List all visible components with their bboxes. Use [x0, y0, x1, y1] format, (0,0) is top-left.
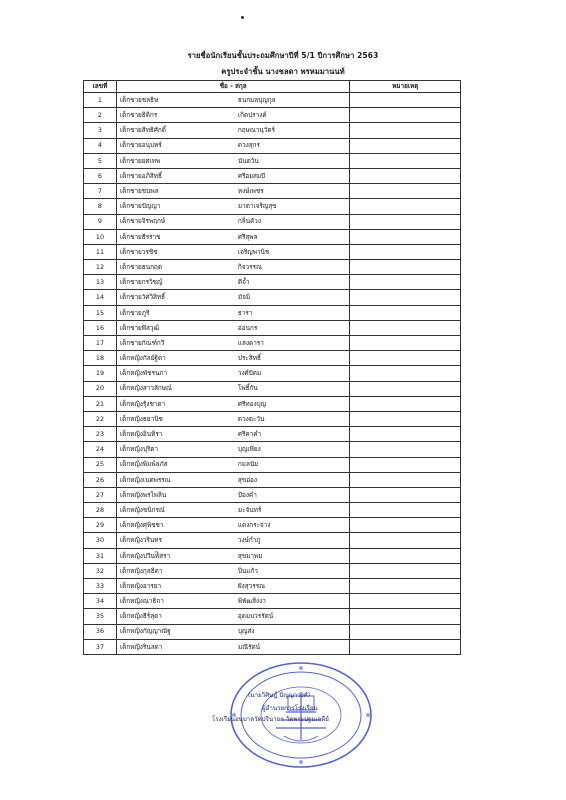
student-last-name: ป้องคำ	[237, 490, 257, 499]
signature-position: ผู้อำนวยการโรงเรียน	[262, 705, 318, 712]
student-first-name: เด็กหญิงกุลธิดา	[119, 566, 163, 575]
student-name-cell	[116, 244, 350, 259]
student-first-name: เด็กชายสิทธิศักดิ์	[119, 126, 166, 135]
student-last-name: สุขอ่อง	[237, 475, 257, 484]
note-cell	[350, 396, 461, 411]
student-last-name: ดีจ้ำ	[237, 278, 250, 287]
table-row	[84, 533, 461, 548]
document-title: รายชื่อนักเรียนชั้นประถมศึกษาปีที่ 5/1 ปีการศึกษา 2563	[187, 51, 379, 60]
student-first-name: เด็กหญิงกัลย์ฐิดา	[119, 354, 166, 363]
student-name-cell	[116, 123, 350, 138]
row-number: 35	[84, 609, 117, 624]
student-first-name: เด็กหญิงพรไพลิน	[119, 490, 167, 499]
student-name-cell	[116, 609, 350, 624]
student-last-name: ดวงสุกร	[237, 141, 260, 150]
note-cell	[350, 624, 461, 639]
note-cell	[350, 518, 461, 533]
table-row	[84, 305, 461, 320]
table-row	[84, 168, 461, 183]
student-name-cell	[116, 411, 350, 426]
note-cell	[350, 138, 461, 153]
row-number: 21	[84, 396, 117, 411]
row-number: 12	[84, 260, 117, 275]
note-cell	[350, 305, 461, 320]
row-number: 19	[84, 366, 117, 381]
note-cell	[350, 214, 461, 229]
note-cell	[350, 472, 461, 487]
table-row	[84, 624, 461, 639]
student-first-name: เด็กชายยศเทพ	[119, 156, 161, 165]
row-number: 7	[84, 184, 117, 199]
student-first-name: เด็กชายธีรราช	[119, 232, 161, 241]
header-note: หมายเหตุ	[350, 81, 461, 93]
student-last-name: ปิ่นแก้ว	[237, 566, 258, 575]
student-last-name: วงศ์ปัดม	[237, 369, 262, 378]
note-cell	[350, 290, 461, 305]
row-number: 16	[84, 320, 117, 335]
student-name-cell	[116, 381, 350, 396]
student-first-name: เด็กชายชนพล	[119, 187, 159, 196]
student-first-name: เด็กชายธนกฤต	[119, 262, 162, 271]
student-last-name: แสงดารา	[237, 338, 264, 347]
header-name: ชื่อ - สกุล	[116, 81, 350, 93]
student-name-cell	[116, 184, 350, 199]
table-header-row	[84, 81, 461, 93]
student-first-name: เด็กชายพีสวุฒิ	[119, 323, 160, 332]
student-first-name: เด็กหญิงธีร์สุดา	[119, 612, 162, 621]
table-row	[84, 123, 461, 138]
table-row	[84, 290, 461, 305]
student-name-cell	[116, 168, 350, 183]
student-first-name: เด็กชายภูริ	[119, 308, 150, 317]
student-name-cell	[116, 153, 350, 168]
student-last-name: กฤษณานุวัตร์	[237, 126, 275, 135]
row-number: 13	[84, 275, 117, 290]
student-name-cell	[116, 366, 350, 381]
note-cell	[350, 366, 461, 381]
row-number: 26	[84, 472, 117, 487]
student-last-name: ศรีทองบุญ	[237, 399, 267, 408]
note-cell	[350, 639, 461, 654]
note-cell	[350, 199, 461, 214]
table-row	[84, 153, 461, 168]
student-name-cell	[116, 320, 350, 335]
row-number: 36	[84, 624, 117, 639]
student-roster-table	[83, 80, 461, 655]
row-number: 9	[84, 214, 117, 229]
row-number: 30	[84, 533, 117, 548]
student-first-name: เด็กชายธิติกร	[119, 111, 158, 120]
row-number: 1	[84, 93, 117, 108]
student-last-name: สุขมาพม	[237, 551, 263, 560]
student-last-name: ฝังสุวรรณ	[237, 581, 266, 590]
student-last-name: มาตาเจริญสุข	[237, 202, 277, 211]
row-number: 25	[84, 457, 117, 472]
student-name-cell	[116, 518, 350, 533]
table-row	[84, 457, 461, 472]
student-last-name: มัจมิ	[237, 293, 251, 302]
student-last-name: กิจวรรณ	[237, 262, 262, 271]
table-row	[84, 229, 461, 244]
note-cell	[350, 260, 461, 275]
note-cell	[350, 563, 461, 578]
row-number: 27	[84, 487, 117, 502]
student-name-cell	[116, 305, 350, 320]
row-number: 18	[84, 351, 117, 366]
student-name-cell	[116, 260, 350, 275]
row-number: 6	[84, 168, 117, 183]
row-number: 17	[84, 336, 117, 351]
table-row	[84, 184, 461, 199]
student-last-name: เจริญพานิช	[237, 247, 270, 256]
student-first-name: เด็กหญิงอารยา	[119, 581, 162, 590]
student-first-name: เด็กหญิงกัญญาณัฐ	[119, 627, 171, 636]
row-number: 20	[84, 381, 117, 396]
table-row	[84, 381, 461, 396]
table-row	[84, 275, 461, 290]
student-name-cell	[116, 487, 350, 502]
student-first-name: เด็กชายกรวิชญ์	[119, 278, 163, 287]
student-name-cell	[116, 563, 350, 578]
student-name-cell	[116, 579, 350, 594]
note-cell	[350, 427, 461, 442]
student-name-cell	[116, 336, 350, 351]
teacher-line: ครูประจำชั้น นางชลดา พรหมมานนท์	[221, 67, 345, 76]
table-row	[84, 487, 461, 502]
student-last-name: วงษ์กำภู	[237, 536, 261, 545]
student-name-cell	[116, 275, 350, 290]
student-name-cell	[116, 290, 350, 305]
note-cell	[350, 184, 461, 199]
note-cell	[350, 533, 461, 548]
note-cell	[350, 351, 461, 366]
student-name-cell	[116, 503, 350, 518]
student-first-name: เด็กชายวรชิช	[119, 247, 158, 256]
student-first-name: เด็กชายปัญญา	[119, 202, 161, 211]
table-row	[84, 609, 461, 624]
student-name-cell	[116, 214, 350, 229]
table-row	[84, 199, 461, 214]
table-row	[84, 472, 461, 487]
student-first-name: เด็กหญิงอินทิรา	[119, 430, 163, 439]
row-number: 32	[84, 563, 117, 578]
note-cell	[350, 336, 461, 351]
note-cell	[350, 229, 461, 244]
student-name-cell	[116, 229, 350, 244]
student-last-name: มะจันทร์	[237, 505, 262, 514]
table-row	[84, 260, 461, 275]
note-cell	[350, 153, 461, 168]
student-last-name: ธนกมลบุญกุล	[237, 95, 276, 104]
roster-body	[84, 93, 461, 655]
student-first-name: เด็กหญิงรุ้งชาดา	[119, 399, 166, 408]
row-number: 5	[84, 153, 117, 168]
student-first-name: เด็กหญิงชนิกรณ์	[119, 505, 165, 514]
student-last-name: กลิ่นด้วง	[237, 217, 261, 226]
student-first-name: เด็กหญิงวรินทร	[119, 536, 162, 545]
student-first-name: เด็กชายอภิสิทธิ์	[119, 171, 162, 180]
student-last-name: อ่อนกร	[237, 323, 258, 332]
table-row	[84, 563, 461, 578]
row-number: 11	[84, 244, 117, 259]
student-first-name: เด็กหญิงเนตพรรณ	[119, 475, 171, 484]
table-row	[84, 639, 461, 654]
student-last-name: ศรีคาคำ	[237, 430, 262, 439]
student-last-name: เกิดปรางค์	[237, 111, 267, 120]
note-cell	[350, 609, 461, 624]
student-last-name: กมลนัย	[237, 460, 259, 469]
student-name-cell	[116, 472, 350, 487]
student-first-name: เด็กหญิงปวีนท์ิสรา	[119, 551, 171, 560]
note-cell	[350, 275, 461, 290]
row-number: 28	[84, 503, 117, 518]
table-row	[84, 503, 461, 518]
row-number: 10	[84, 229, 117, 244]
student-name-cell	[116, 93, 350, 108]
student-name-cell	[116, 594, 350, 609]
student-first-name: เด็กหญิงปุริตา	[119, 445, 159, 454]
student-name-cell	[116, 351, 350, 366]
signature-name: (นายวิศิษฎ์ ปัญญาวงศ์)	[248, 692, 311, 699]
note-cell	[350, 123, 461, 138]
row-number: 14	[84, 290, 117, 305]
table-row	[84, 320, 461, 335]
note-cell	[350, 579, 461, 594]
student-name-cell	[116, 138, 350, 153]
row-number: 24	[84, 442, 117, 457]
table-row	[84, 336, 461, 351]
student-name-cell	[116, 639, 350, 654]
scan-speck	[241, 16, 244, 19]
table-row	[84, 594, 461, 609]
table-row	[84, 548, 461, 563]
note-cell	[350, 594, 461, 609]
student-last-name: ศรีอยสมบี	[237, 171, 266, 180]
note-cell	[350, 442, 461, 457]
note-cell	[350, 487, 461, 502]
student-last-name: ศรีสุพล	[237, 232, 258, 241]
table-row	[84, 442, 461, 457]
row-number: 2	[84, 108, 117, 123]
row-number: 15	[84, 305, 117, 320]
student-last-name: ดวงตะวัน	[237, 414, 265, 423]
note-cell	[350, 93, 461, 108]
row-number: 22	[84, 411, 117, 426]
student-first-name: เด็กหญิงพัชรนภา	[119, 369, 168, 378]
row-number: 29	[84, 518, 117, 533]
table-row	[84, 411, 461, 426]
student-last-name: อุดมบวรรัตน์	[237, 612, 274, 621]
row-number: 33	[84, 579, 117, 594]
note-cell	[350, 168, 461, 183]
student-name-cell	[116, 548, 350, 563]
row-number: 34	[84, 594, 117, 609]
student-first-name: เด็กหญิงรินลดา	[119, 642, 163, 651]
row-number: 4	[84, 138, 117, 153]
table-row	[84, 518, 461, 533]
student-first-name: เด็กหญิงศุพิชชา	[119, 521, 164, 530]
student-name-cell	[116, 199, 350, 214]
row-number: 8	[84, 199, 117, 214]
student-last-name: บุญเพียง	[237, 445, 261, 454]
table-row	[84, 366, 461, 381]
student-first-name: เด็กชายกัณฑ์กวี	[119, 338, 165, 347]
table-row	[84, 138, 461, 153]
student-last-name: ธารา	[237, 308, 253, 317]
student-name-cell	[116, 427, 350, 442]
table-row	[84, 351, 461, 366]
note-cell	[350, 244, 461, 259]
student-last-name: นันตวัน	[237, 156, 259, 165]
table-row	[84, 108, 461, 123]
student-first-name: เด็กชายวัศวิสิทธิ์	[119, 293, 166, 302]
table-row	[84, 579, 461, 594]
note-cell	[350, 503, 461, 518]
student-first-name: เด็กชายจิรพฤกษ์	[119, 217, 166, 226]
student-first-name: เด็กหญิงธยานิช	[119, 414, 163, 423]
student-first-name: เด็กหญิงณาธิกา	[119, 597, 164, 606]
note-cell	[350, 108, 461, 123]
student-last-name: มณีรัตน์	[237, 642, 261, 651]
student-last-name: ประสิทธิ์	[237, 354, 261, 363]
header-number: เลขที่	[84, 81, 117, 93]
student-first-name: เด็กชายอนุบทร์	[119, 141, 162, 150]
student-first-name: เด็กหญิงพิมพ์ลภัส	[119, 460, 168, 469]
note-cell	[350, 320, 461, 335]
student-last-name: พิพัฒสิ่งงา	[237, 597, 266, 606]
student-last-name: โพธิ์กัน	[237, 384, 258, 393]
table-row	[84, 244, 461, 259]
note-cell	[350, 381, 461, 396]
note-cell	[350, 548, 461, 563]
student-name-cell	[116, 457, 350, 472]
table-row	[84, 214, 461, 229]
student-first-name: เด็กชายชลธิษ	[119, 95, 159, 104]
student-name-cell	[116, 442, 350, 457]
student-name-cell	[116, 396, 350, 411]
table-row	[84, 427, 461, 442]
note-cell	[350, 411, 461, 426]
table-row	[84, 396, 461, 411]
student-name-cell	[116, 624, 350, 639]
note-cell	[350, 457, 461, 472]
table-row	[84, 93, 461, 108]
signature-school: โรงเรียนอนุบาลวัดปรินายก วัดพระปฐมเจดีย์	[212, 716, 329, 723]
row-number: 3	[84, 123, 117, 138]
student-last-name: แดงกระจ่าง	[237, 521, 271, 530]
student-last-name: หงษ์เพชร	[237, 187, 264, 196]
student-last-name: บุญส่ง	[237, 627, 255, 636]
student-name-cell	[116, 108, 350, 123]
student-name-cell	[116, 533, 350, 548]
row-number: 37	[84, 639, 117, 654]
row-number: 23	[84, 427, 117, 442]
row-number: 31	[84, 548, 117, 563]
student-first-name: เด็กหญิงสาวลักษณ์	[119, 384, 172, 393]
